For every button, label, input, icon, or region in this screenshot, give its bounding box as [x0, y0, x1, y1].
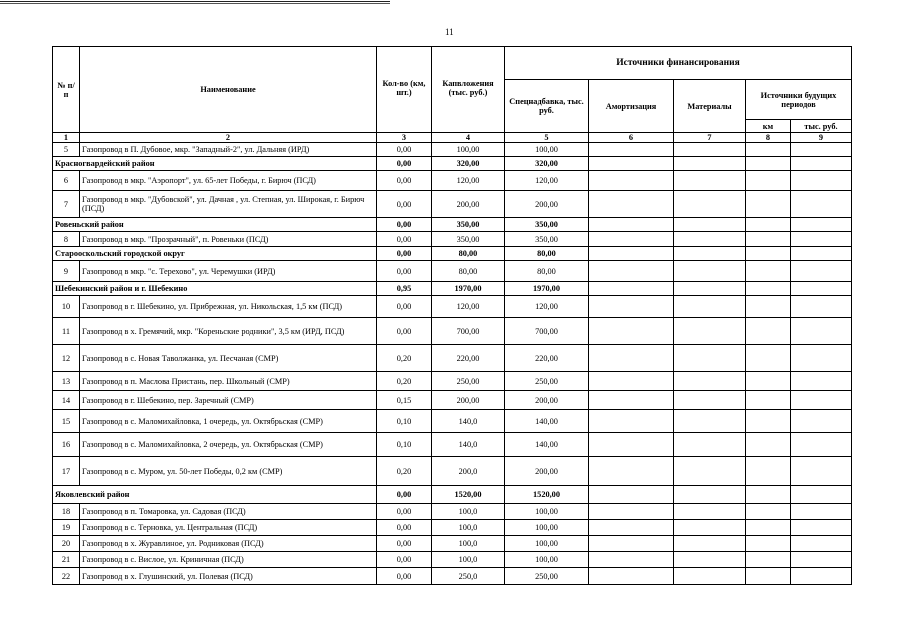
col-index: 7 — [674, 133, 746, 143]
table-row — [53, 372, 852, 391]
capex-cell: 1520,00 — [432, 486, 505, 504]
qty-cell: 0,00 — [377, 568, 432, 585]
district-name: Ровеньский район — [53, 218, 377, 232]
empty-cell — [746, 296, 791, 318]
table-row — [53, 345, 852, 372]
table-row — [53, 536, 852, 552]
special-cell: 100,00 — [505, 143, 589, 157]
item-name: Газопровод в х. Гремячий, мкр. "Кореньские родники", 3,5 км (ИРД, ПСД) — [80, 318, 377, 345]
qty-cell: 0,00 — [377, 552, 432, 568]
col-index: 2 — [80, 133, 377, 143]
empty-cell — [589, 372, 674, 391]
district-name: Красногвардейский район — [53, 157, 377, 171]
empty-cell — [746, 157, 791, 171]
empty-cell — [746, 536, 791, 552]
row-num: 20 — [53, 536, 80, 552]
col-index: 3 — [377, 133, 432, 143]
header-km: км — [746, 120, 791, 133]
empty-cell — [746, 318, 791, 345]
special-cell: 100,00 — [505, 536, 589, 552]
capex-cell: 220,00 — [432, 345, 505, 372]
empty-cell — [589, 191, 674, 218]
empty-cell — [674, 536, 746, 552]
empty-cell — [674, 391, 746, 410]
special-cell: 1520,00 — [505, 486, 589, 504]
empty-cell — [674, 372, 746, 391]
special-cell: 1970,00 — [505, 282, 589, 296]
special-cell: 220,00 — [505, 345, 589, 372]
row-num: 10 — [53, 296, 80, 318]
empty-cell — [746, 552, 791, 568]
item-name: Газопровод в с. Маломихайловка, 2 очередь, ул. Октябрьская (СМР) — [80, 433, 377, 457]
item-name: Газопровод в с. Вислое, ул. Криничная (ПСД) — [80, 552, 377, 568]
empty-cell — [589, 520, 674, 536]
col-index: 8 — [746, 133, 791, 143]
special-cell: 120,00 — [505, 296, 589, 318]
empty-cell — [674, 282, 746, 296]
row-num: 9 — [53, 261, 80, 282]
empty-cell — [746, 372, 791, 391]
special-cell: 100,00 — [505, 552, 589, 568]
qty-cell: 0,00 — [377, 536, 432, 552]
qty-cell: 0,00 — [377, 486, 432, 504]
empty-cell — [746, 568, 791, 585]
qty-cell: 0,20 — [377, 457, 432, 486]
empty-cell — [674, 261, 746, 282]
empty-cell — [791, 486, 852, 504]
capex-cell: 100,0 — [432, 536, 505, 552]
row-num: 7 — [53, 191, 80, 218]
qty-cell: 0,00 — [377, 171, 432, 191]
row-num: 13 — [53, 372, 80, 391]
capex-cell: 120,00 — [432, 171, 505, 191]
qty-cell: 0,10 — [377, 410, 432, 433]
capex-cell: 100,0 — [432, 520, 505, 536]
empty-cell — [791, 504, 852, 520]
empty-cell — [589, 504, 674, 520]
empty-cell — [589, 282, 674, 296]
empty-cell — [746, 261, 791, 282]
col-index: 4 — [432, 133, 505, 143]
capex-cell: 700,00 — [432, 318, 505, 345]
empty-cell — [589, 345, 674, 372]
capex-cell: 100,00 — [432, 143, 505, 157]
item-name: Газопровод в г. Шебекино, ул. Прибрежная, ул. Никольская, 1,5 км (ПСД) — [80, 296, 377, 318]
empty-cell — [674, 232, 746, 247]
financing-table — [52, 46, 852, 585]
qty-cell: 0,00 — [377, 247, 432, 261]
row-num: 5 — [53, 143, 80, 157]
capex-cell: 250,00 — [432, 372, 505, 391]
empty-cell — [589, 171, 674, 191]
district-row — [53, 218, 852, 232]
capex-cell: 100,0 — [432, 552, 505, 568]
empty-cell — [674, 218, 746, 232]
special-cell: 140,00 — [505, 410, 589, 433]
special-cell: 80,00 — [505, 247, 589, 261]
table-row — [53, 457, 852, 486]
empty-cell — [674, 486, 746, 504]
qty-cell: 0,00 — [377, 318, 432, 345]
empty-cell — [791, 552, 852, 568]
row-num: 18 — [53, 504, 80, 520]
empty-cell — [589, 552, 674, 568]
district-row — [53, 157, 852, 171]
capex-cell: 200,0 — [432, 457, 505, 486]
row-num: 15 — [53, 410, 80, 433]
table-row — [53, 143, 852, 157]
district-name: Яковлевский район — [53, 486, 377, 504]
empty-cell — [674, 345, 746, 372]
empty-cell — [746, 391, 791, 410]
empty-cell — [791, 433, 852, 457]
empty-cell — [589, 296, 674, 318]
district-name: Старооскольский городской округ — [53, 247, 377, 261]
empty-cell — [791, 218, 852, 232]
capex-cell: 350,00 — [432, 218, 505, 232]
empty-cell — [589, 410, 674, 433]
qty-cell: 0,10 — [377, 433, 432, 457]
empty-cell — [746, 282, 791, 296]
header-sources: Источники финансирования — [505, 47, 852, 80]
row-num: 11 — [53, 318, 80, 345]
empty-cell — [791, 318, 852, 345]
empty-cell — [746, 345, 791, 372]
capex-cell: 80,00 — [432, 261, 505, 282]
item-name: Газопровод в П. Дубовое, мкр. "Западный-2", ул. Дальняя (ИРД) — [80, 143, 377, 157]
row-num: 6 — [53, 171, 80, 191]
item-name: Газопровод в мкр. "Прозрачный", п. Ровеньки (ПСД) — [80, 232, 377, 247]
capex-cell: 200,00 — [432, 391, 505, 410]
empty-cell — [674, 457, 746, 486]
table-row — [53, 552, 852, 568]
special-cell: 320,00 — [505, 157, 589, 171]
empty-cell — [791, 232, 852, 247]
qty-cell: 0,00 — [377, 191, 432, 218]
qty-cell: 0,00 — [377, 143, 432, 157]
empty-cell — [791, 282, 852, 296]
empty-cell — [589, 391, 674, 410]
table-row — [53, 296, 852, 318]
empty-cell — [674, 433, 746, 457]
column-index-row — [53, 133, 852, 143]
empty-cell — [589, 247, 674, 261]
item-name: Газопровод в с. Муром, ул. 50-лет Победы, 0,2 км (СМР) — [80, 457, 377, 486]
empty-cell — [674, 296, 746, 318]
special-cell: 200,00 — [505, 457, 589, 486]
table-row — [53, 433, 852, 457]
col-index: 1 — [53, 133, 80, 143]
empty-cell — [746, 171, 791, 191]
empty-cell — [674, 143, 746, 157]
empty-cell — [791, 191, 852, 218]
empty-cell — [791, 157, 852, 171]
special-cell: 250,00 — [505, 372, 589, 391]
item-name: Газопровод в п. Томаровка, ул. Садовая (ПСД) — [80, 504, 377, 520]
row-num: 16 — [53, 433, 80, 457]
qty-cell: 0,00 — [377, 232, 432, 247]
district-name: Шебекинский район и г. Шебекино — [53, 282, 377, 296]
special-cell: 350,00 — [505, 232, 589, 247]
empty-cell — [746, 218, 791, 232]
header-num: № п/п — [53, 47, 80, 133]
qty-cell: 0,00 — [377, 504, 432, 520]
empty-cell — [746, 520, 791, 536]
empty-cell — [589, 157, 674, 171]
district-row — [53, 486, 852, 504]
capex-cell: 140,0 — [432, 433, 505, 457]
capex-cell: 200,00 — [432, 191, 505, 218]
empty-cell — [674, 247, 746, 261]
empty-cell — [746, 433, 791, 457]
capex-cell: 80,00 — [432, 247, 505, 261]
special-cell: 700,00 — [505, 318, 589, 345]
empty-cell — [674, 568, 746, 585]
header-materials: Материалы — [674, 80, 746, 133]
capex-cell: 140,0 — [432, 410, 505, 433]
empty-cell — [589, 318, 674, 345]
item-name: Газопровод в мкр. "Аэропорт", ул. 65-лет Победы, г. Бирюч (ПСД) — [80, 171, 377, 191]
row-num: 12 — [53, 345, 80, 372]
header-qty: Кол-во (км, шт.) — [377, 47, 432, 133]
empty-cell — [791, 345, 852, 372]
empty-cell — [791, 536, 852, 552]
special-cell: 100,00 — [505, 504, 589, 520]
empty-cell — [791, 296, 852, 318]
col-index: 9 — [791, 133, 852, 143]
empty-cell — [791, 261, 852, 282]
qty-cell: 0,00 — [377, 157, 432, 171]
top-rule — [0, 0, 905, 4]
item-name: Газопровод в х. Глушинский, ул. Полевая (ПСД) — [80, 568, 377, 585]
empty-cell — [589, 143, 674, 157]
empty-cell — [674, 191, 746, 218]
qty-cell: 0,15 — [377, 391, 432, 410]
special-cell: 140,00 — [505, 433, 589, 457]
empty-cell — [791, 568, 852, 585]
qty-cell: 0,00 — [377, 218, 432, 232]
empty-cell — [791, 247, 852, 261]
empty-cell — [746, 143, 791, 157]
row-num: 17 — [53, 457, 80, 486]
table-row — [53, 191, 852, 218]
empty-cell — [674, 410, 746, 433]
special-cell: 100,00 — [505, 520, 589, 536]
row-num: 8 — [53, 232, 80, 247]
empty-cell — [589, 232, 674, 247]
item-name: Газопровод в г. Шебекино, пер. Заречный (СМР) — [80, 391, 377, 410]
table-row — [53, 391, 852, 410]
empty-cell — [791, 171, 852, 191]
empty-cell — [746, 232, 791, 247]
col-index: 5 — [505, 133, 589, 143]
empty-cell — [791, 520, 852, 536]
qty-cell: 0,20 — [377, 372, 432, 391]
empty-cell — [746, 457, 791, 486]
special-cell: 200,00 — [505, 391, 589, 410]
row-num: 22 — [53, 568, 80, 585]
empty-cell — [674, 157, 746, 171]
qty-cell: 0,95 — [377, 282, 432, 296]
row-num: 21 — [53, 552, 80, 568]
col-index: 6 — [589, 133, 674, 143]
qty-cell: 0,00 — [377, 296, 432, 318]
empty-cell — [589, 218, 674, 232]
table-row — [53, 520, 852, 536]
special-cell: 350,00 — [505, 218, 589, 232]
header-amortization: Амортизация — [589, 80, 674, 133]
empty-cell — [746, 410, 791, 433]
qty-cell: 0,20 — [377, 345, 432, 372]
special-cell: 120,00 — [505, 171, 589, 191]
table-row — [53, 410, 852, 433]
item-name: Газопровод в с. Терновка, ул. Центральная (ПСД) — [80, 520, 377, 536]
qty-cell: 0,00 — [377, 520, 432, 536]
empty-cell — [791, 410, 852, 433]
table-row — [53, 568, 852, 585]
empty-cell — [791, 372, 852, 391]
empty-cell — [589, 568, 674, 585]
item-name: Газопровод в с. Маломихайловка, 1 очередь, ул. Октябрьская (СМР) — [80, 410, 377, 433]
empty-cell — [674, 552, 746, 568]
empty-cell — [589, 536, 674, 552]
header-special: Спецнадбавка, тыс. руб. — [505, 80, 589, 133]
empty-cell — [746, 247, 791, 261]
empty-cell — [674, 171, 746, 191]
capex-cell: 100,0 — [432, 504, 505, 520]
capex-cell: 350,00 — [432, 232, 505, 247]
header-rub: тыс. руб. — [791, 120, 852, 133]
district-row — [53, 247, 852, 261]
empty-cell — [746, 504, 791, 520]
capex-cell: 320,00 — [432, 157, 505, 171]
table-row — [53, 261, 852, 282]
empty-cell — [674, 520, 746, 536]
item-name: Газопровод в мкр. "с. Терехово", ул. Черемушки (ИРД) — [80, 261, 377, 282]
table-row — [53, 171, 852, 191]
empty-cell — [791, 457, 852, 486]
empty-cell — [791, 391, 852, 410]
empty-cell — [674, 318, 746, 345]
table-row — [53, 504, 852, 520]
special-cell: 80,00 — [505, 261, 589, 282]
empty-cell — [791, 143, 852, 157]
item-name: Газопровод в с. Новая Таволжанка, ул. Песчаная (СМР) — [80, 345, 377, 372]
header-name: Наименование — [80, 47, 377, 133]
item-name: Газопровод в мкр. "Дубовской", ул. Дачная , ул. Степная, ул. Широкая, г. Бирюч (ПСД) — [80, 191, 377, 218]
qty-cell: 0,00 — [377, 261, 432, 282]
table-row — [53, 318, 852, 345]
page-number: 11 — [445, 27, 454, 37]
table-row — [53, 232, 852, 247]
capex-cell: 1970,00 — [432, 282, 505, 296]
empty-cell — [589, 261, 674, 282]
empty-cell — [674, 504, 746, 520]
empty-cell — [589, 486, 674, 504]
empty-cell — [746, 191, 791, 218]
capex-cell: 250,0 — [432, 568, 505, 585]
special-cell: 250,00 — [505, 568, 589, 585]
header-capex: Капвложения (тыс. руб.) — [432, 47, 505, 133]
special-cell: 200,00 — [505, 191, 589, 218]
empty-cell — [589, 433, 674, 457]
capex-cell: 120,00 — [432, 296, 505, 318]
empty-cell — [589, 457, 674, 486]
district-row — [53, 282, 852, 296]
header-future: Источники будущих периодов — [746, 80, 852, 120]
item-name: Газопровод в п. Маслова Пристань, пер. Школьный (СМР) — [80, 372, 377, 391]
item-name: Газопровод в х. Журавлиное, ул. Родниковая (ПСД) — [80, 536, 377, 552]
empty-cell — [746, 486, 791, 504]
row-num: 19 — [53, 520, 80, 536]
row-num: 14 — [53, 391, 80, 410]
